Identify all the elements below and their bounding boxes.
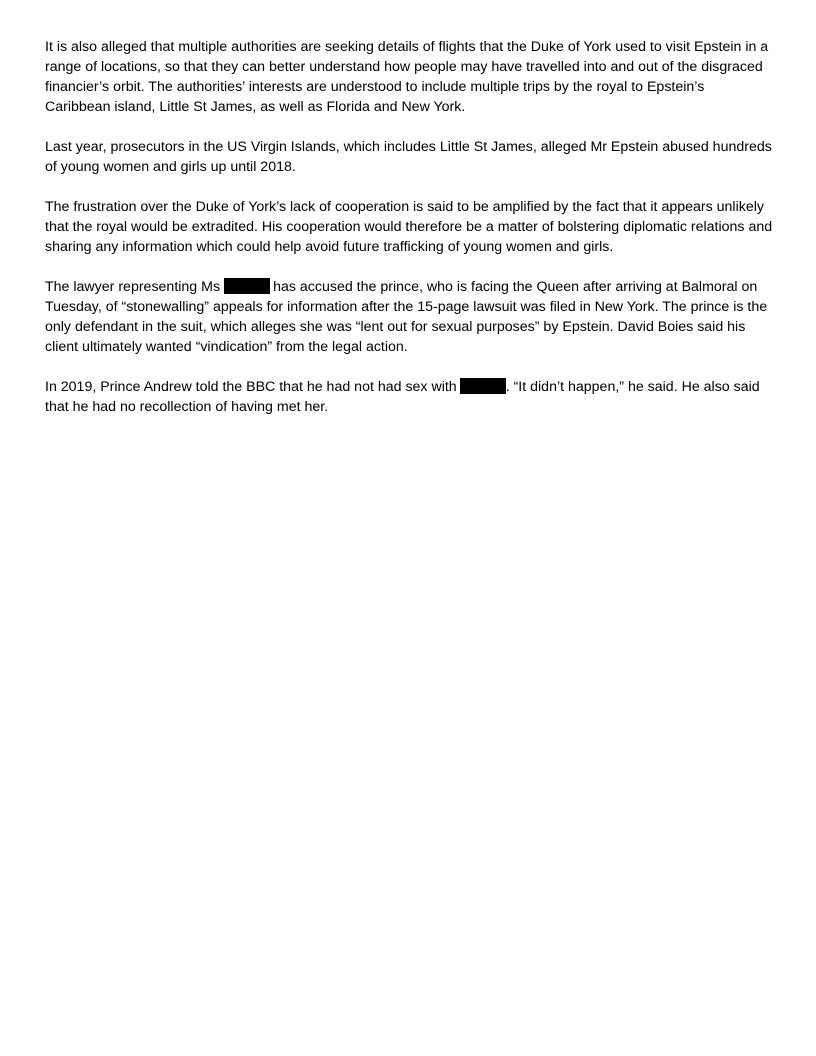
paragraph-2: Last year, prosecutors in the US Virgin Islands, which includes Little St James, alleged Mr Epstein abused hundreds of young women and girls up until 2018. xyxy=(45,139,772,175)
paragraph-5 xyxy=(45,377,773,417)
document-body xyxy=(45,37,773,437)
redaction-bar xyxy=(224,278,270,294)
paragraph-1: It is also alleged that multiple authorities are seeking details of flights that the Duke of York used to visit Epstein in a range of locations, so that they can better understand how people may have travelled into and out of the disgraced financier’s orbit. The authorities’ interests are understood to include multiple trips by the royal to Epstein’s Caribbean island, Little St James, as well as Florida and New York. xyxy=(45,39,769,115)
redaction-bar xyxy=(460,378,506,394)
paragraph-5-text-before: In 2019, Prince Andrew told the BBC that he had not had sex with xyxy=(45,379,457,395)
paragraph-5-text-after: . “It didn’t happen,” he said. He also said that he had no recollection of having met her. xyxy=(45,379,760,415)
paragraph-3: The frustration over the Duke of York’s lack of cooperation is said to be amplified by the fact that it appears unlikely that the royal would be extradited. His cooperation would therefore be a matter of bolstering diplomatic relations and sharing any information which could help avoid future trafficking of young women and girls. xyxy=(45,199,773,255)
paragraph-4 xyxy=(45,277,773,357)
paragraph-4-text-before: The lawyer representing Ms xyxy=(45,279,221,295)
paragraph-4-text-after: has accused the prince, who is facing the Queen after arriving at Balmoral on Tuesday, of “stonewalling” appeals for information after the 15-page lawsuit was filed in New York. The prince is the only defendant in the suit, which alleges she was “lent out for sexual purposes” by Epstein. David Boies said his client ultimately wanted “vindication” from the legal action. xyxy=(45,279,768,355)
